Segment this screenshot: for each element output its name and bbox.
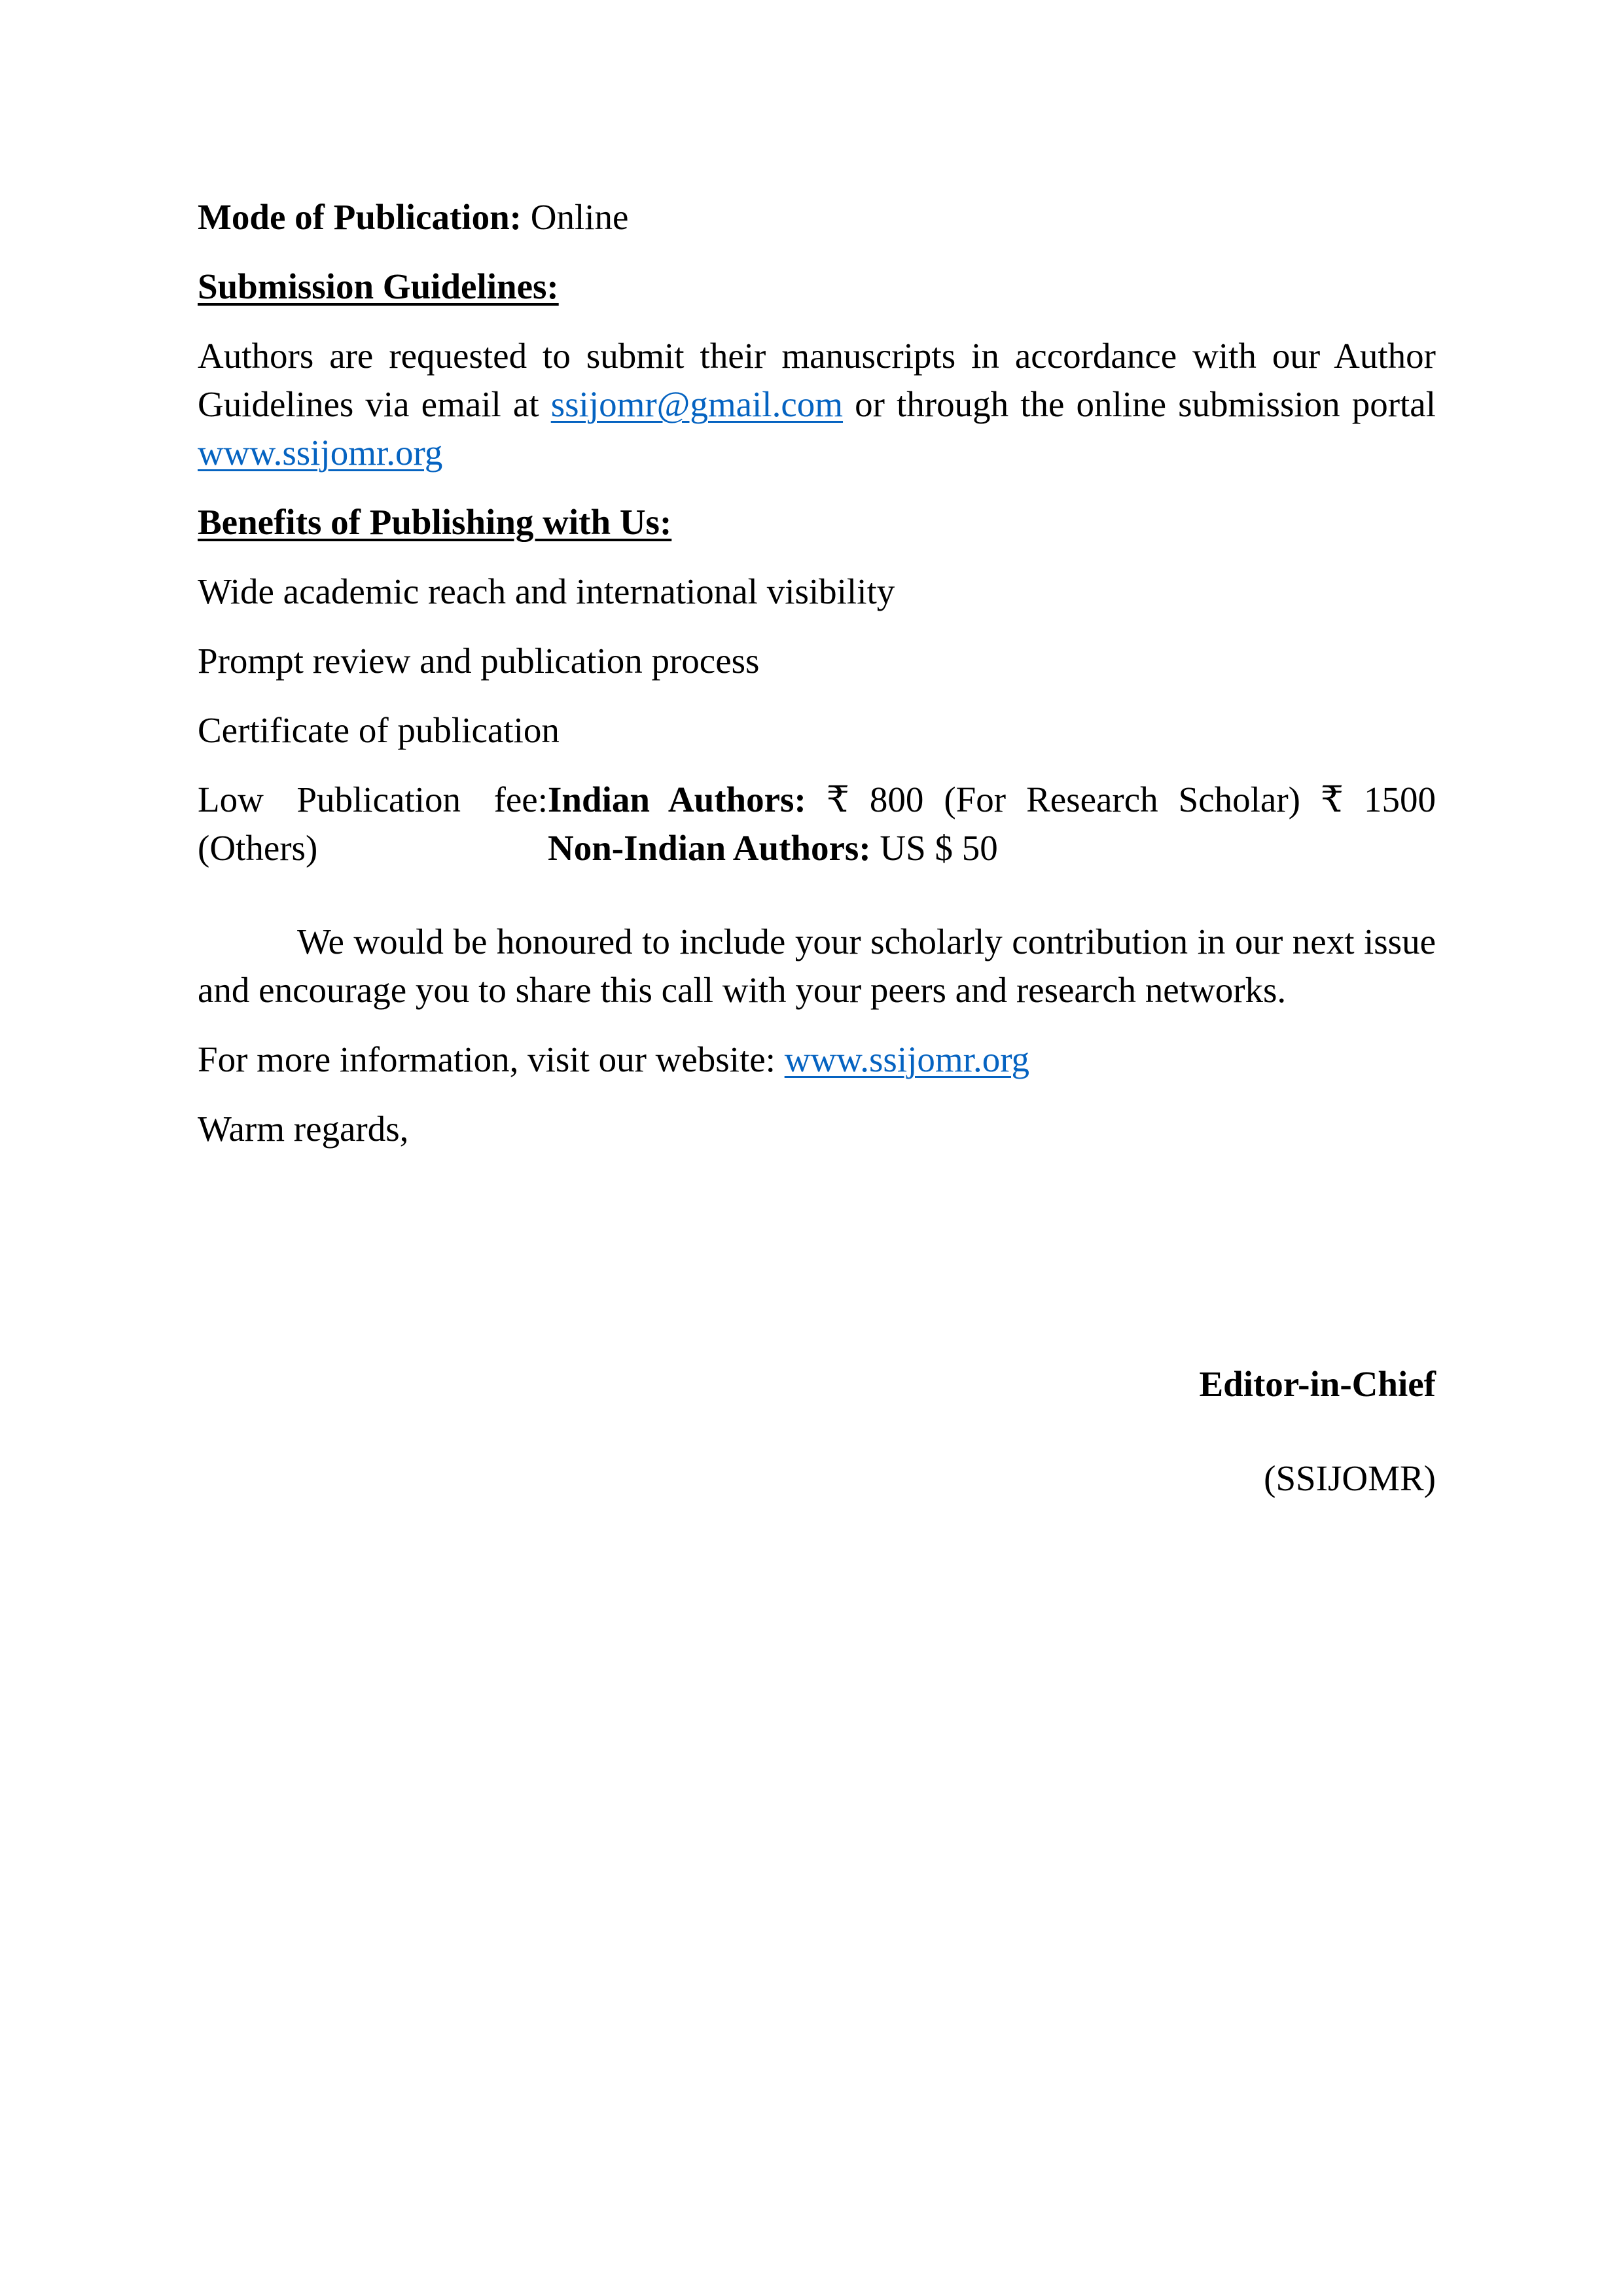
non-indian-authors-label: Non-Indian Authors: [548,828,871,868]
benefits-heading: Benefits of Publishing with Us: [198,502,672,542]
fee-row-indian [198,776,1436,824]
non-indian-authors-fee: US $ 50 [880,828,998,868]
fee-indian [548,776,1436,824]
more-info-row [198,1035,1436,1084]
letter-body [198,193,1436,1174]
benefit-item: Certificate of publication [198,710,560,750]
mode-value: Online [530,197,629,237]
website-link[interactable]: www.ssijomr.org [784,1039,1030,1079]
mode-of-publication [198,193,1436,242]
fee-non-indian [548,824,998,872]
submission-heading-row [198,262,1436,311]
mode-label: Mode of Publication: [198,197,522,237]
benefit-item: Wide academic reach and international visibility [198,571,895,611]
warm-regards: Warm regards, [198,1109,409,1149]
email-link[interactable]: ssijomr@gmail.com [550,384,844,424]
submission-paragraph [198,332,1436,477]
fee-row-non-indian [198,824,1436,872]
indian-authors-fee: ₹ 800 (For Research Scholar) ₹ 1500 [826,780,1436,819]
benefit-item: Prompt review and publication process [198,641,760,681]
fee-others: (Others) [198,828,318,868]
submission-heading: Submission Guidelines: [198,266,559,306]
indian-authors-label: Indian Authors: [548,780,806,819]
closing-paragraph: We would be honoured to include your scholarly contribution in our next issue and encourage you to share this call with your peers and research networks. [198,922,1436,1010]
benefits-heading-row [198,498,1436,547]
submission-text-intro: Authors are requested to submit their manuscripts in accordance with our Author Guidelines via email at [198,336,1436,424]
signature-organization: (SSIJOMR) [1264,1458,1436,1498]
signature-title: Editor-in-Chief [1199,1364,1436,1404]
submission-text-middle: or through the online submission portal [843,384,1436,424]
fee-label: Low Publication fee: [198,780,548,819]
more-info-text: For more information, visit our website: [198,1039,785,1079]
portal-link[interactable]: www.ssijomr.org [198,433,443,473]
